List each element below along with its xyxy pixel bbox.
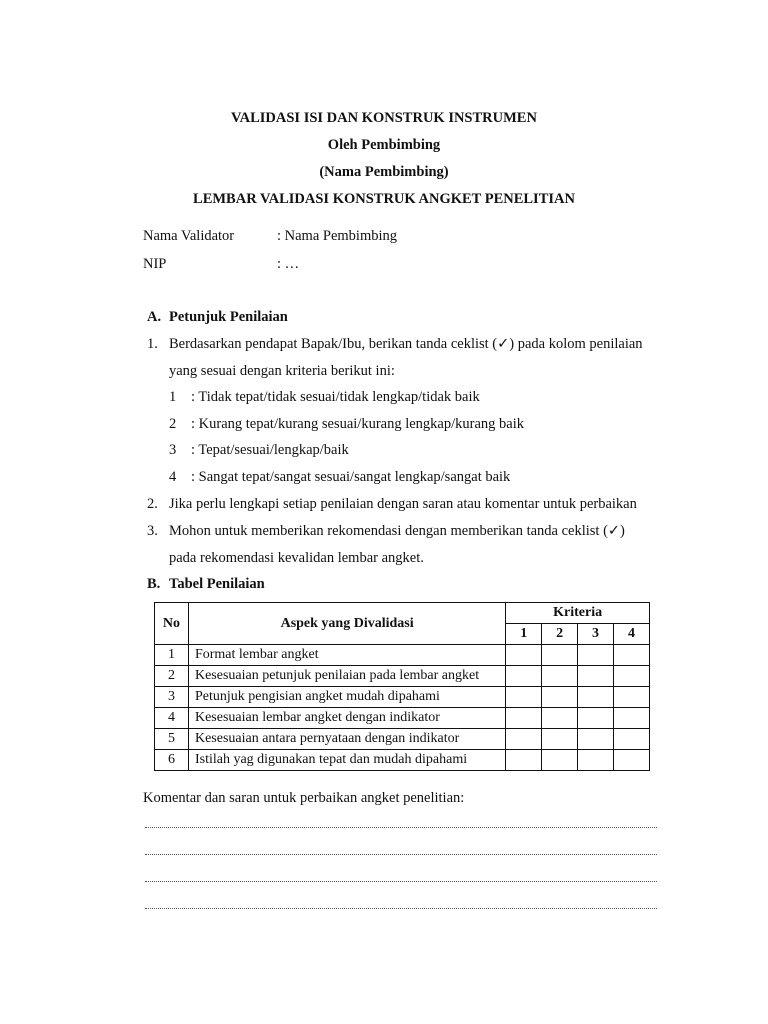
table-row [155, 750, 650, 771]
comment-line[interactable] [145, 907, 657, 909]
nip-label: NIP [143, 256, 167, 272]
comment-label: Komentar dan saran untuk perbaikan angket penelitian: [143, 790, 465, 806]
nip-row [143, 256, 299, 273]
document-subtitle: LEMBAR VALIDASI KONSTRUK ANGKET PENELITIAN [193, 191, 575, 207]
rating-cell-1[interactable] [506, 645, 542, 666]
document-title: VALIDASI ISI DAN KONSTRUK INSTRUMEN [231, 110, 537, 126]
table-row [155, 687, 650, 708]
rating-cell-4[interactable] [614, 750, 650, 771]
col-header-no: No [155, 603, 189, 645]
section-a-heading [147, 309, 288, 326]
validator-value: : Nama Pembimbing [277, 228, 398, 244]
row-aspect: Format lembar angket [188, 645, 505, 666]
criteria-col-2: 2 [542, 624, 578, 645]
col-header-criteria: Kriteria [506, 603, 650, 624]
rating-cell-4[interactable] [614, 666, 650, 687]
rating-cell-1[interactable] [506, 666, 542, 687]
row-no: 4 [155, 708, 189, 729]
instruction-text: Mohon untuk memberikan rekomendasi dengan memberikan tanda ceklist (✓) [169, 523, 625, 539]
row-no: 1 [155, 645, 189, 666]
criteria-col-4: 4 [614, 624, 650, 645]
instruction-number: 2. [147, 496, 158, 512]
criteria-item [169, 416, 524, 433]
row-no: 6 [155, 750, 189, 771]
advisor-name: (Nama Pembimbing) [319, 164, 449, 180]
rating-cell-2[interactable] [542, 708, 578, 729]
section-b-title: Tabel Penilaian [169, 576, 265, 592]
criteria-text: : Kurang tepat/kurang sesuai/kurang lengkap/kurang baik [191, 416, 524, 432]
col-header-aspect: Aspek yang Divalidasi [188, 603, 505, 645]
rating-cell-1[interactable] [506, 687, 542, 708]
instruction-item [147, 336, 643, 353]
section-a-title: Petunjuk Penilaian [169, 309, 288, 325]
row-aspect: Petunjuk pengisian angket mudah dipahami [188, 687, 505, 708]
rating-cell-3[interactable] [578, 645, 614, 666]
comment-line[interactable] [145, 826, 657, 828]
section-a-letter: A. [147, 309, 162, 325]
criteria-number: 2 [169, 416, 177, 432]
table-row [155, 645, 650, 666]
row-aspect: Kesesuaian antara pernyataan dengan indikator [188, 729, 505, 750]
rating-cell-2[interactable] [542, 729, 578, 750]
table-row [155, 708, 650, 729]
rating-cell-2[interactable] [542, 687, 578, 708]
instruction-number: 1. [147, 336, 158, 352]
rating-cell-1[interactable] [506, 729, 542, 750]
criteria-col-3: 3 [578, 624, 614, 645]
row-no: 5 [155, 729, 189, 750]
criteria-text: : Tidak tepat/tidak sesuai/tidak lengkap/tidak baik [191, 389, 480, 405]
rating-cell-1[interactable] [506, 750, 542, 771]
row-no: 2 [155, 666, 189, 687]
criteria-number: 3 [169, 442, 177, 458]
row-aspect: Istilah yag digunakan tepat dan mudah dipahami [188, 750, 505, 771]
comment-line[interactable] [145, 880, 657, 882]
rating-cell-1[interactable] [506, 708, 542, 729]
document-author-line: Oleh Pembimbing [327, 137, 441, 153]
criteria-item [169, 442, 349, 459]
table-row [155, 729, 650, 750]
rating-cell-4[interactable] [614, 687, 650, 708]
rating-cell-2[interactable] [542, 666, 578, 687]
criteria-number: 4 [169, 469, 177, 485]
criteria-text: : Sangat tepat/sangat sesuai/sangat lengkap/sangat baik [191, 469, 511, 485]
row-aspect: Kesesuaian lembar angket dengan indikator [188, 708, 505, 729]
instruction-text-continued: pada rekomendasi kevalidan lembar angket. [169, 550, 424, 566]
instruction-text: Berdasarkan pendapat Bapak/Ibu, berikan tanda ceklist (✓) pada kolom penilaian [169, 336, 643, 352]
rating-cell-3[interactable] [578, 729, 614, 750]
criteria-col-1: 1 [506, 624, 542, 645]
rating-cell-3[interactable] [578, 708, 614, 729]
criteria-item [169, 389, 480, 406]
rating-cell-4[interactable] [614, 729, 650, 750]
section-b-letter: B. [147, 576, 161, 592]
table-row [155, 666, 650, 687]
instruction-text: Jika perlu lengkapi setiap penilaian dengan saran atau komentar untuk perbaikan [169, 496, 637, 512]
validator-label: Nama Validator [143, 228, 235, 244]
criteria-item [169, 469, 510, 486]
instruction-item [147, 523, 625, 540]
validation-table [154, 602, 650, 771]
instruction-number: 3. [147, 523, 158, 539]
comment-line[interactable] [145, 853, 657, 855]
rating-cell-3[interactable] [578, 687, 614, 708]
rating-cell-3[interactable] [578, 666, 614, 687]
nip-value: : … [277, 256, 300, 272]
section-b-heading [147, 576, 265, 593]
rating-cell-4[interactable] [614, 645, 650, 666]
criteria-number: 1 [169, 389, 177, 405]
rating-cell-4[interactable] [614, 708, 650, 729]
instruction-text-continued: yang sesuai dengan kriteria berikut ini: [169, 363, 395, 379]
row-no: 3 [155, 687, 189, 708]
rating-cell-3[interactable] [578, 750, 614, 771]
validator-row [143, 228, 397, 245]
rating-cell-2[interactable] [542, 750, 578, 771]
row-aspect: Kesesuaian petunjuk penilaian pada lembar angket [188, 666, 505, 687]
rating-cell-2[interactable] [542, 645, 578, 666]
instruction-item [147, 496, 637, 513]
criteria-text: : Tepat/sesuai/lengkap/baik [191, 442, 349, 458]
